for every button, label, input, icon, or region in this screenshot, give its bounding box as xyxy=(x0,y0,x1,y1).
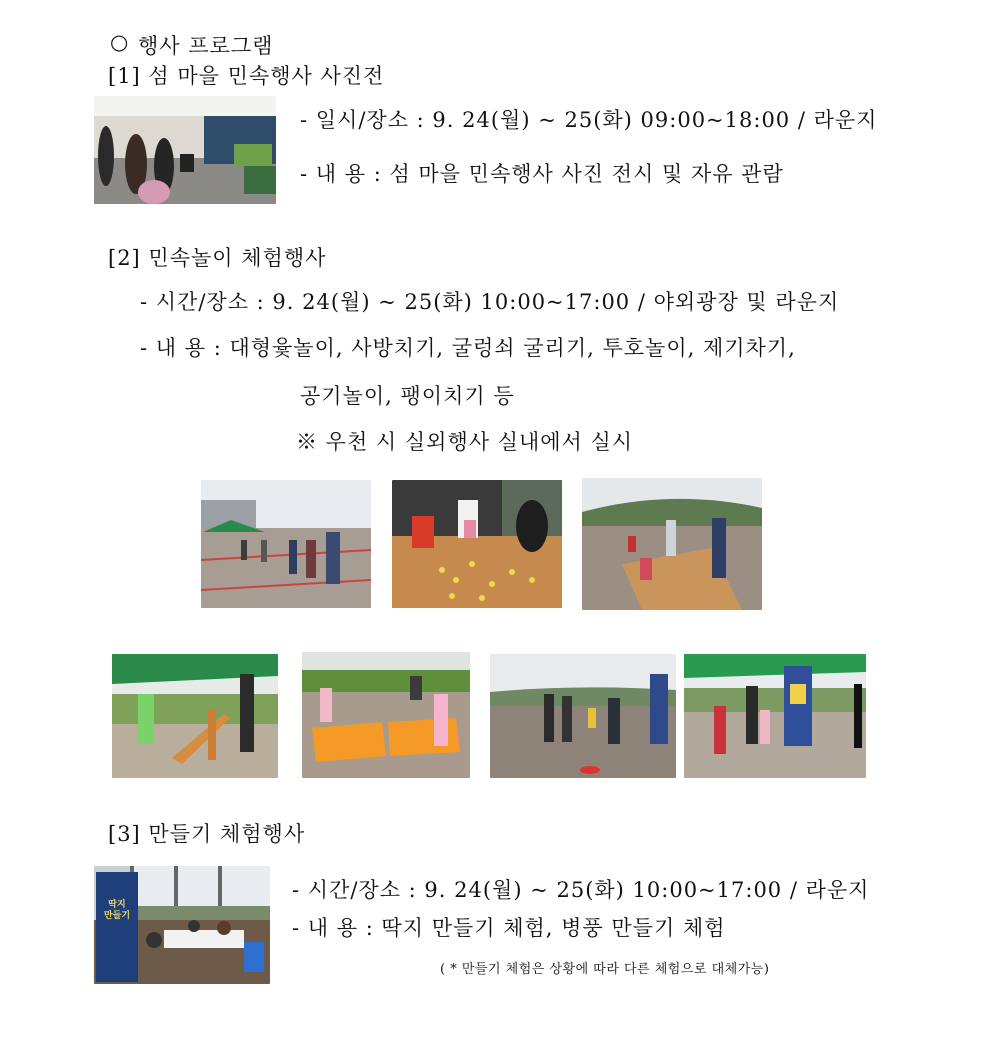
section-2-line-2: - 내 용 : 대형윷놀이, 사방치기, 굴렁쇠 굴리기, 투호놀이, 제기차기, xyxy=(140,336,796,360)
photo-crafts xyxy=(94,866,270,984)
section-3-line-2: - 내 용 : 딱지 만들기 체험, 병풍 만들기 체험 xyxy=(292,916,726,940)
section-1-line-1: - 일시/장소 : 9. 24(월) ~ 25(화) 09:00~18:00 / 라운지 xyxy=(300,108,878,132)
photo-tuho-game xyxy=(112,654,278,778)
section-1-line-2: - 내 용 : 섬 마을 민속행사 사진 전시 및 자유 관람 xyxy=(300,162,784,186)
photo-tent-game xyxy=(684,654,866,778)
bullet-circle: ○ xyxy=(110,30,130,54)
section-2-line-3: 공기놀이, 팽이치기 등 xyxy=(300,384,515,408)
section-1-heading: [1] 섬 마을 민속행사 사진전 xyxy=(108,64,385,88)
photo-exhibition xyxy=(94,96,276,204)
photo-plaza-crowd xyxy=(201,480,371,608)
section-3-note: ( * 만들기 체험은 상황에 따라 다른 체험으로 대체가능) xyxy=(440,962,770,977)
section-2-line-1: - 시간/장소 : 9. 24(월) ~ 25(화) 10:00~17:00 / 야외광장 및 라운지 xyxy=(140,290,840,314)
section-3-heading: [3] 만들기 체험행사 xyxy=(108,822,306,846)
photo-hopscotch xyxy=(302,652,470,778)
photo-hoop-rolling xyxy=(490,654,676,778)
photo-kids-floor xyxy=(392,480,562,608)
crafts-banner-text: 딱지 만들기 xyxy=(103,900,131,921)
section-title: 행사 프로그램 xyxy=(138,34,274,58)
section-2-heading: [2] 민속놀이 체험행사 xyxy=(108,246,327,270)
photo-outdoor-game xyxy=(582,478,762,610)
section-2-note: ※ 우천 시 실외행사 실내에서 실시 xyxy=(296,430,634,454)
section-3-line-1: - 시간/장소 : 9. 24(월) ~ 25(화) 10:00~17:00 / 라운지 xyxy=(292,878,870,902)
